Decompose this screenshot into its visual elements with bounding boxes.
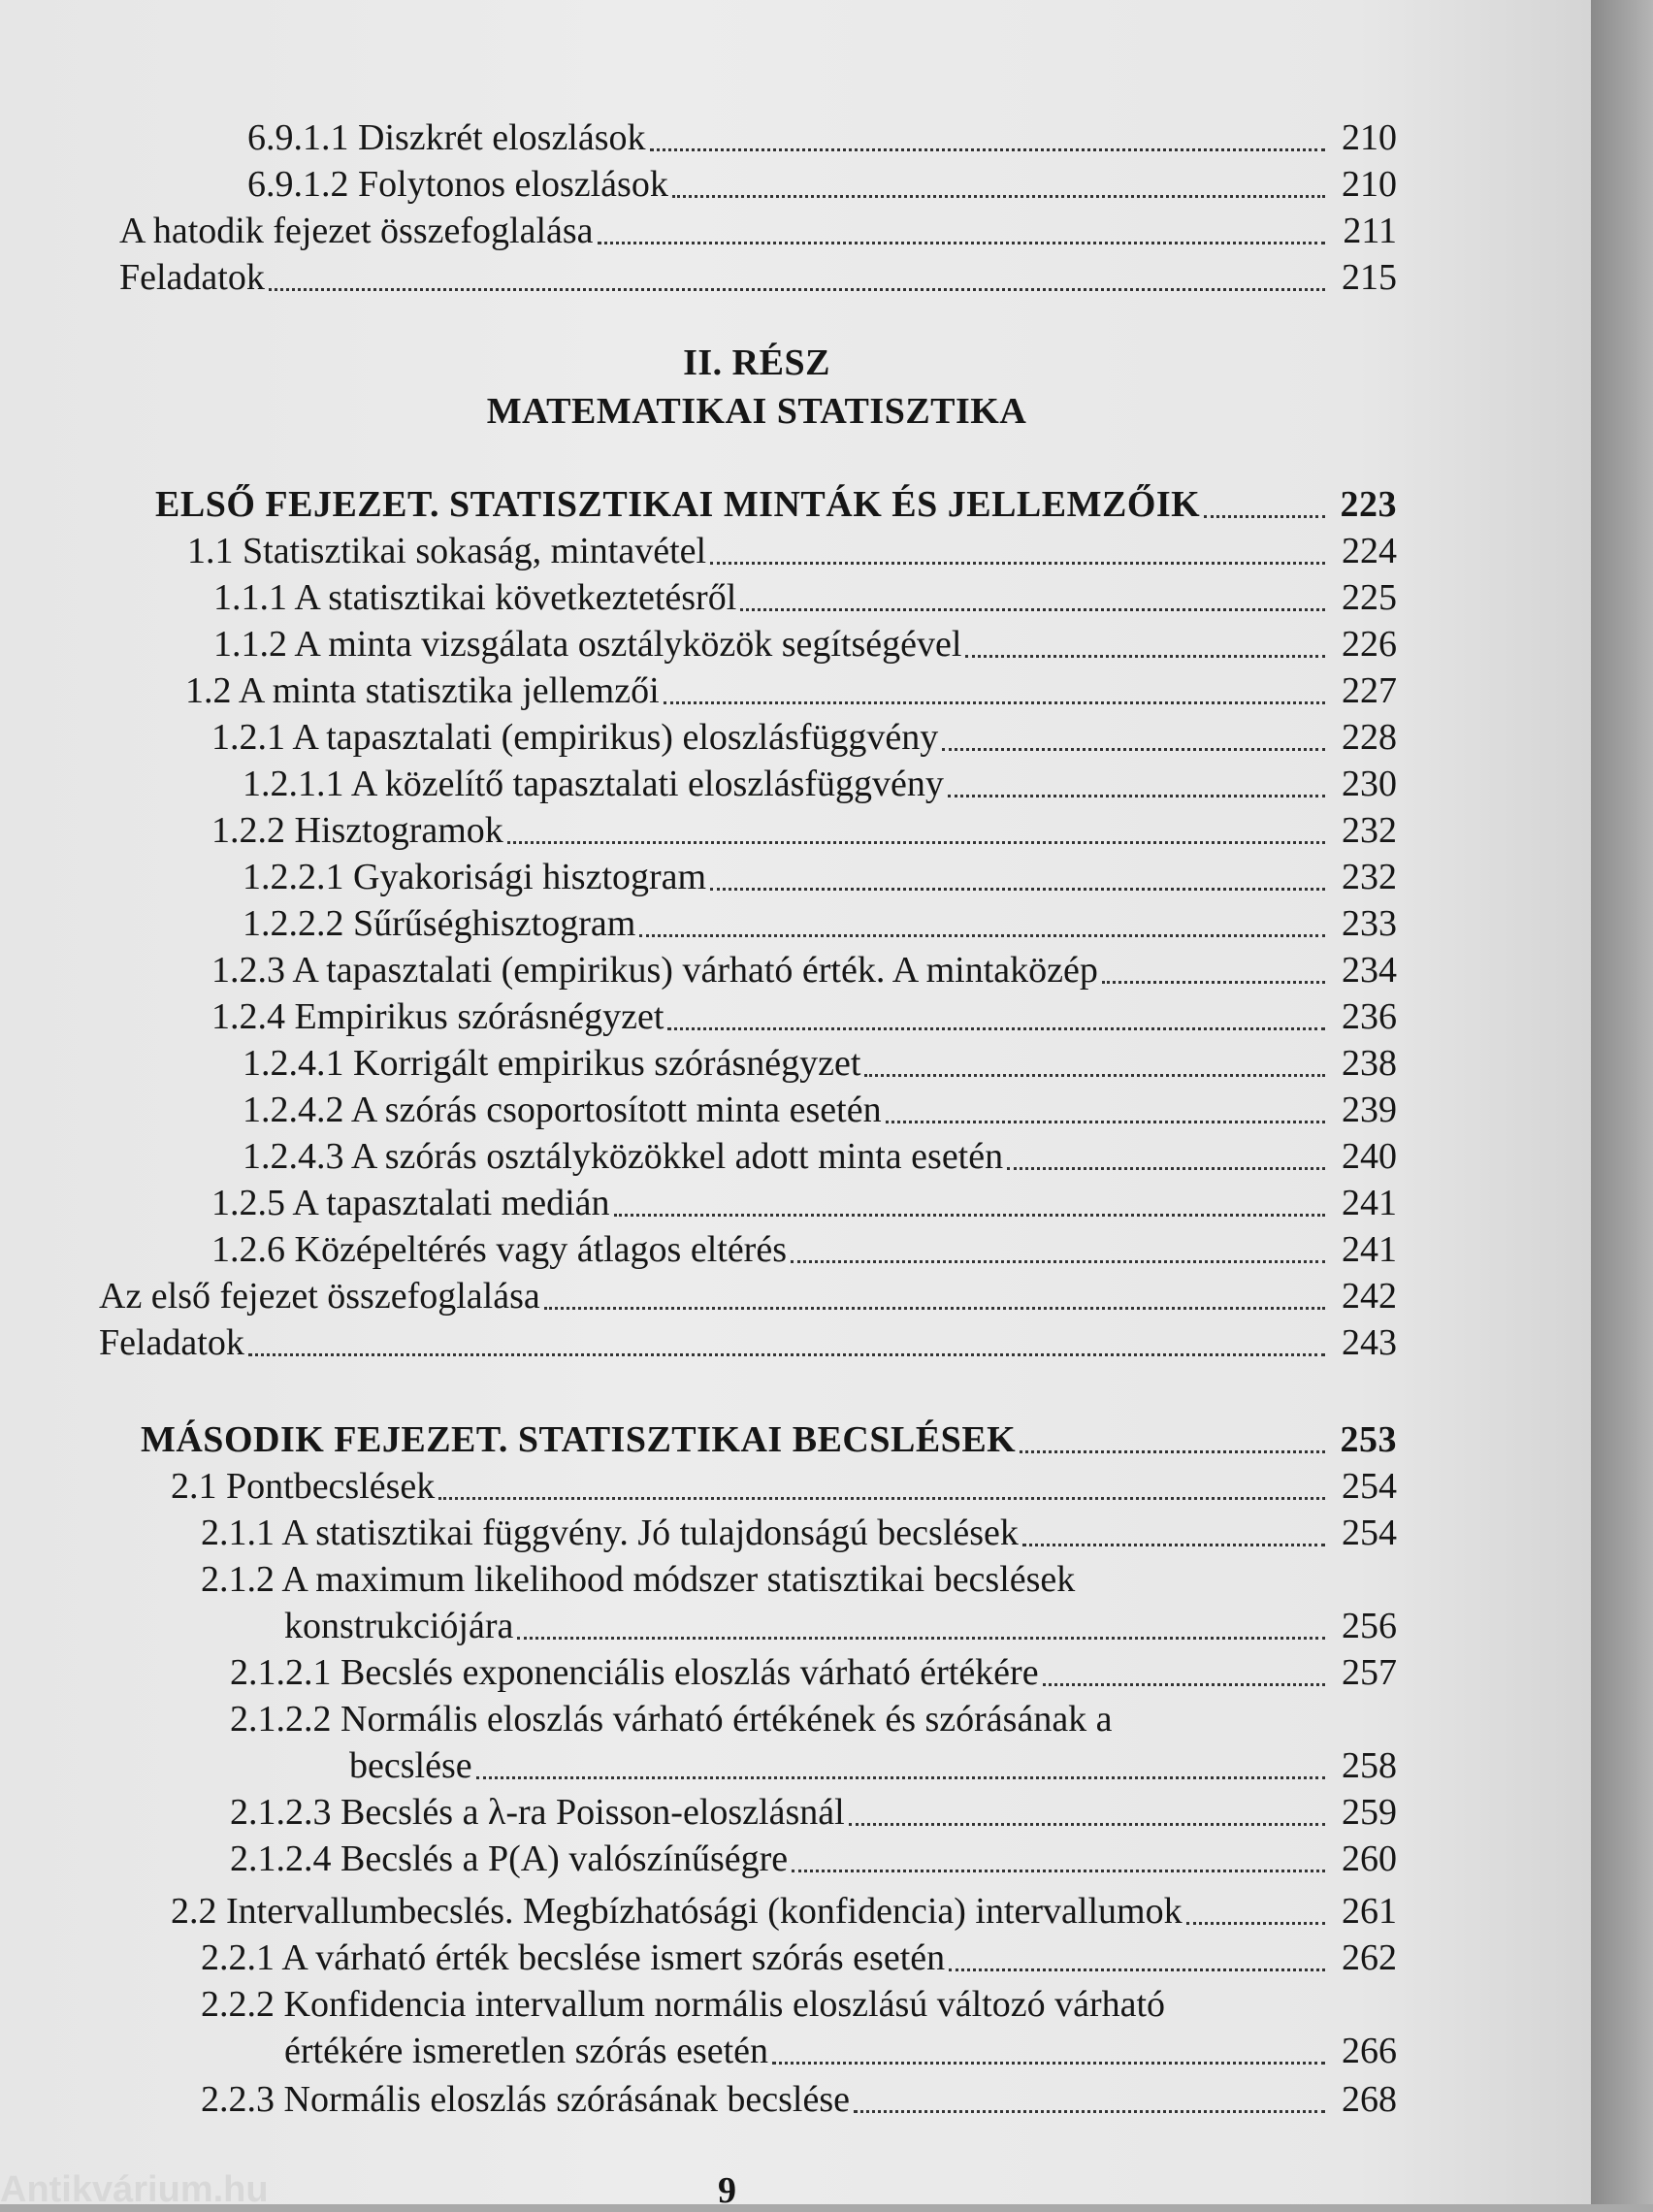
toc-entry-page: 223 <box>1340 484 1397 525</box>
toc-entry <box>213 621 1397 667</box>
toc-entry-title: 2.1.2.1 Becslés exponenciális eloszlás várható értékére <box>230 1652 1039 1693</box>
toc-entry-title: 2.2.2 Konfidencia intervallum normális eloszlású változó várható <box>201 1984 1166 2025</box>
toc-entry-title: 2.2.1 A várható érték becslése ismert szórás esetén <box>201 1937 946 1978</box>
dot-leader <box>1007 1157 1325 1170</box>
dot-leader <box>942 738 1325 751</box>
toc-entry <box>211 993 1397 1040</box>
toc-entry-page: 256 <box>1342 1606 1397 1646</box>
toc-entry-page: 257 <box>1342 1652 1397 1693</box>
toc-entry <box>211 947 1397 993</box>
toc-entry-page: 253 <box>1340 1419 1397 1460</box>
toc-entry <box>171 1463 1397 1510</box>
toc-entry-page: 232 <box>1342 857 1397 897</box>
dot-leader <box>965 645 1325 658</box>
toc-entry <box>243 1040 1397 1087</box>
toc-entry-title: Feladatok <box>99 1322 244 1363</box>
toc-entry-title: 2.1 Pontbecslések <box>171 1466 436 1507</box>
toc-entry-page: 210 <box>1342 117 1397 158</box>
toc-entry <box>230 1649 1397 1696</box>
toc-entry-title: 1.2.4 Empirikus szórásnégyzet <box>211 996 664 1037</box>
dot-leader <box>1043 1674 1325 1686</box>
toc-entry-page: 230 <box>1342 764 1397 804</box>
toc-entry-page: 242 <box>1342 1276 1397 1317</box>
toc-entry-title: 2.1.1 A statisztikai függvény. Jó tulajdonságú becslések <box>201 1513 1019 1553</box>
toc-entry-title: A hatodik fejezet összefoglalása <box>119 211 594 251</box>
toc-entry-page: 211 <box>1343 211 1397 251</box>
toc-entry-title: 2.1.2.2 Normális eloszlás várható értékének és szórásának a <box>230 1699 1113 1740</box>
toc-entry-page: 261 <box>1342 1891 1397 1932</box>
dot-leader <box>949 1959 1325 1971</box>
toc-entry-page: 227 <box>1342 670 1397 711</box>
toc-entry-title: becslése <box>349 1745 472 1786</box>
dot-leader <box>740 599 1325 611</box>
toc-entry-page: 254 <box>1342 1513 1397 1553</box>
dot-leader <box>792 1860 1325 1872</box>
dot-leader <box>710 552 1325 565</box>
dot-leader <box>664 692 1325 704</box>
dot-leader <box>710 878 1325 891</box>
dot-leader <box>1204 505 1325 518</box>
toc-entry-title: 1.2.5 A tapasztalati medián <box>211 1183 610 1223</box>
toc-entry <box>247 161 1397 208</box>
toc-entry-page: 226 <box>1342 624 1397 665</box>
toc-entry <box>230 1696 1397 1742</box>
dot-leader <box>854 2100 1325 2113</box>
toc-entry <box>211 714 1397 761</box>
toc-entry-title: 6.9.1.1 Diszkrét eloszlások <box>247 117 646 158</box>
toc-entry-page: 236 <box>1342 996 1397 1037</box>
dot-leader <box>598 232 1325 244</box>
toc-entry-title: 1.2.4.2 A szórás csoportosított minta esetén <box>243 1090 882 1130</box>
dot-leader <box>476 1767 1325 1779</box>
dot-leader <box>948 785 1325 797</box>
dot-leader <box>248 1344 1325 1356</box>
toc-entry-page: 266 <box>1342 2031 1397 2071</box>
dot-leader <box>864 1064 1325 1077</box>
toc-entry-title: 1.2.2.2 Sűrűséghisztogram <box>243 903 636 944</box>
toc-entry-page: 233 <box>1342 903 1397 944</box>
toc-entry-title: 2.2.3 Normális eloszlás szórásának becslése <box>201 2079 851 2120</box>
toc-entry-title: 1.2.1.1 A közelítő tapasztalati eloszlásfüggvény <box>243 764 944 804</box>
toc-entry-title: MÁSODIK FEJEZET. STATISZTIKAI BECSLÉSEK <box>141 1419 1017 1460</box>
toc-entry <box>201 2076 1397 2123</box>
toc-entry-title: 1.1 Statisztikai sokaság, mintavétel <box>187 531 707 571</box>
toc-entry-page: 243 <box>1342 1322 1397 1363</box>
chapter-heading <box>155 481 1397 528</box>
toc-entry <box>213 574 1397 621</box>
toc-entry <box>243 1133 1397 1180</box>
dot-leader <box>544 1297 1325 1310</box>
dot-leader <box>650 139 1325 151</box>
dot-leader <box>849 1813 1325 1826</box>
dot-leader <box>614 1204 1325 1217</box>
dot-leader <box>1020 1441 1325 1453</box>
toc-entry <box>201 1981 1397 2028</box>
toc-entry <box>99 1319 1397 1366</box>
page-edge-shadow <box>1591 0 1653 2204</box>
toc-entry-title: 2.1.2 A maximum likelihood módszer statisztikai becslések <box>201 1559 1076 1600</box>
toc-entry <box>211 1226 1397 1273</box>
toc-entry-title: Feladatok <box>119 257 265 298</box>
toc-entry-title: 1.2.4.1 Korrigált empirikus szórásnégyzet <box>243 1043 861 1084</box>
toc-entry-page: 259 <box>1342 1792 1397 1833</box>
dot-leader <box>1186 1912 1325 1925</box>
chapter-heading <box>141 1416 1397 1463</box>
dot-leader <box>507 831 1325 844</box>
toc-entry <box>230 1789 1397 1836</box>
page-number: 9 <box>718 2170 736 2211</box>
toc-entry <box>201 1935 1397 1981</box>
toc-entry <box>243 761 1397 807</box>
toc-entry-page: 262 <box>1342 1937 1397 1978</box>
toc-entry-page: 241 <box>1342 1229 1397 1270</box>
toc-entry <box>243 854 1397 900</box>
dot-leader <box>438 1487 1325 1500</box>
toc-entry <box>187 528 1397 574</box>
toc-entry-title: Az első fejezet összefoglalása <box>99 1276 540 1317</box>
watermark: Antikvárium.hu <box>0 2169 269 2210</box>
toc-entry <box>211 807 1397 854</box>
toc-entry-page: 224 <box>1342 531 1397 571</box>
toc-entry-page: 225 <box>1342 577 1397 618</box>
toc-entry-title: 1.2 A minta statisztika jellemzői <box>185 670 660 711</box>
toc-entry <box>247 114 1397 161</box>
toc-entry-title: 1.2.3 A tapasztalati (empirikus) várható érték. A mintaközép <box>211 950 1098 991</box>
toc-entry-page: 258 <box>1342 1745 1397 1786</box>
toc-entry <box>185 667 1397 714</box>
toc-entry <box>99 1273 1397 1319</box>
toc-entry <box>119 208 1397 254</box>
toc-entry-page: 268 <box>1342 2079 1397 2120</box>
toc-entry-page: 215 <box>1342 257 1397 298</box>
dot-leader <box>772 2052 1325 2065</box>
toc-entry-page: 232 <box>1342 810 1397 851</box>
toc-entry-title: értékére ismeretlen szórás esetén <box>284 2031 769 2071</box>
toc-entry-title: ELSŐ FEJEZET. STATISZTIKAI MINTÁK ÉS JELLEMZŐIK <box>155 484 1201 525</box>
toc-entry-page: 239 <box>1342 1090 1397 1130</box>
toc-entry-page: 238 <box>1342 1043 1397 1084</box>
dot-leader <box>1022 1534 1325 1546</box>
dot-leader <box>672 185 1325 198</box>
toc-entry <box>201 1556 1397 1603</box>
toc-entry-title: 2.2 Intervallumbecslés. Megbízhatósági (konfidencia) intervallumok <box>171 1891 1183 1932</box>
toc-entry-title: 1.1.1 A statisztikai következtetésről <box>213 577 737 618</box>
toc-entry <box>243 900 1397 947</box>
toc-entry-page: 240 <box>1342 1136 1397 1177</box>
toc-entry <box>201 1510 1397 1556</box>
toc-entry-page: 228 <box>1342 717 1397 758</box>
toc-entry-page: 241 <box>1342 1183 1397 1223</box>
toc-entry-title: 1.2.2 Hisztogramok <box>211 810 503 851</box>
toc-entry-title: 1.2.4.3 A szórás osztályközökkel adott minta esetén <box>243 1136 1004 1177</box>
toc-entry-page: 260 <box>1342 1838 1397 1879</box>
toc-entry-page: 254 <box>1342 1466 1397 1507</box>
toc-entry-title: 1.2.1 A tapasztalati (empirikus) eloszlásfüggvény <box>211 717 939 758</box>
dot-leader <box>886 1111 1325 1123</box>
toc-entry <box>243 1087 1397 1133</box>
dot-leader <box>667 1018 1325 1030</box>
toc-entry <box>119 254 1397 301</box>
dot-leader <box>639 925 1325 937</box>
toc-entry-title: 1.2.6 Középeltérés vagy átlagos eltérés <box>211 1229 787 1270</box>
toc-entry-title: konstrukciójára <box>284 1606 514 1646</box>
toc-entry-title: 2.1.2.4 Becslés a P(A) valószínűségre <box>230 1838 789 1879</box>
toc-entry-page: 210 <box>1342 164 1397 205</box>
dot-leader <box>269 278 1325 291</box>
toc-entry <box>171 1888 1397 1935</box>
part-title: MATEMATIKAI STATISZTIKA <box>486 391 1027 432</box>
dot-leader <box>517 1627 1325 1640</box>
toc-entry <box>284 2028 1397 2074</box>
dot-leader <box>791 1251 1325 1263</box>
toc-entry <box>230 1836 1397 1882</box>
toc-entry-title: 2.1.2.3 Becslés a λ-ra Poisson-eloszlásnál <box>230 1792 845 1833</box>
toc-entry <box>211 1180 1397 1226</box>
toc-entry <box>349 1742 1397 1789</box>
toc-entry <box>284 1603 1397 1649</box>
toc-entry-title: 6.9.1.2 Folytonos eloszlások <box>247 164 668 205</box>
toc-entry-title: 1.2.2.1 Gyakorisági hisztogram <box>243 857 707 897</box>
toc-entry-page: 234 <box>1342 950 1397 991</box>
dot-leader <box>1102 971 1325 984</box>
part-number: II. RÉSZ <box>683 342 830 383</box>
toc-entry-title: 1.1.2 A minta vizsgálata osztályközök segítségével <box>213 624 962 665</box>
